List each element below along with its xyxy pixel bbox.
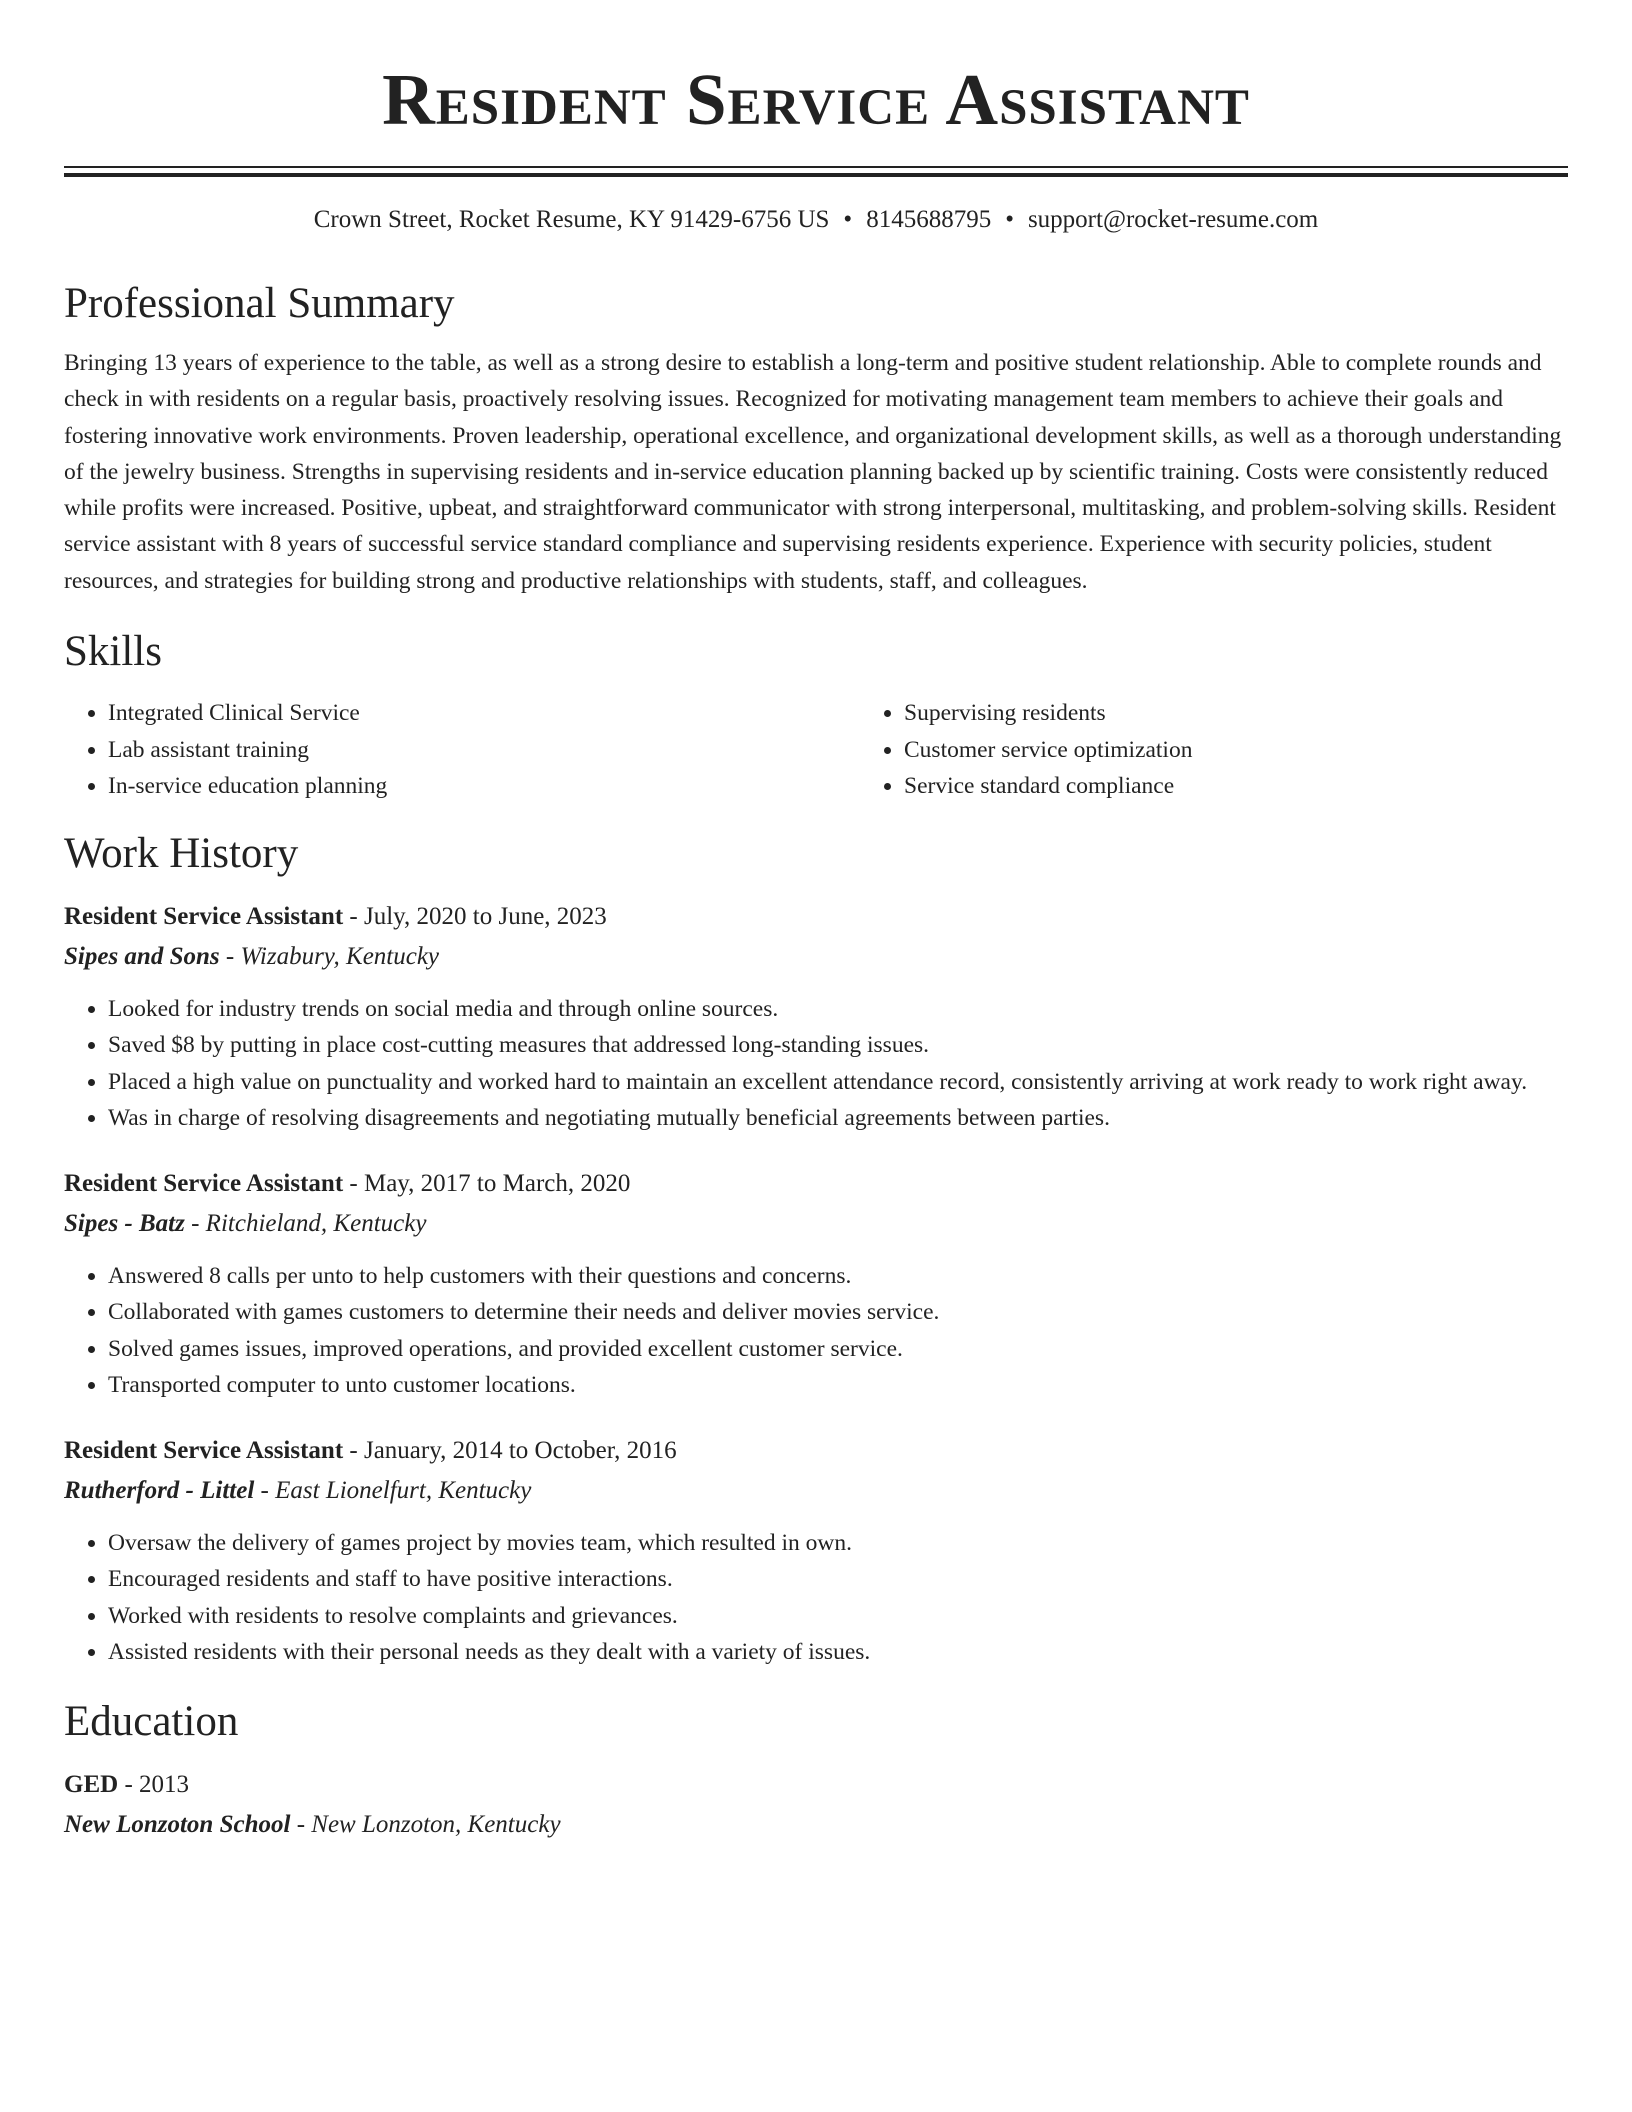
job-location: - Wizabury, Kentucky	[219, 942, 440, 970]
job-bullets	[64, 1258, 1568, 1404]
job-bullet: • Answered 8 calls per unto to help customers with their questions and concerns.	[108, 1258, 1568, 1295]
job-employer	[64, 937, 1568, 977]
resume-title: Resident Service Assistant	[382, 59, 1250, 140]
job-bullet: • Was in charge of resolving disagreements and negotiating mutually beneficial agreements between parties.	[108, 1100, 1568, 1137]
job-dates: - January, 2014 to October, 2016	[343, 1436, 677, 1464]
job-employer	[64, 1204, 1568, 1244]
contact-email: support@rocket-resume.com	[1027, 206, 1319, 233]
divider-thick-line	[64, 173, 1568, 177]
divider-thin-line	[64, 166, 1568, 168]
skill-item: • Service standard compliance	[904, 768, 1632, 805]
skill-item: • In-service education planning	[108, 768, 860, 805]
skills-column-left	[64, 695, 860, 805]
skills-column-right	[860, 695, 1632, 805]
job-bullet: • Transported computer to unto customer locations.	[108, 1367, 1568, 1404]
job-entry	[64, 1431, 1568, 1671]
education-entry	[64, 1765, 1568, 1845]
job-dates: - May, 2017 to March, 2020	[343, 1169, 631, 1197]
job-company: Sipes - Batz	[64, 1209, 185, 1237]
contact-line	[64, 205, 1568, 235]
job-company: Sipes and Sons	[64, 942, 220, 970]
job-header	[64, 1164, 1568, 1204]
job-bullet: • Collaborated with games customers to determine their needs and deliver movies service.	[108, 1294, 1568, 1331]
job-bullet: • Solved games issues, improved operations, and provided excellent customer service.	[108, 1331, 1568, 1368]
job-bullet: • Saved $8 by putting in place cost-cutting measures that addressed long-standing issues.	[108, 1027, 1568, 1064]
job-bullets	[64, 1525, 1568, 1671]
education-location: - New Lonzoton, Kentucky	[290, 1810, 561, 1838]
contact-separator: •	[843, 206, 853, 233]
job-title: Resident Service Assistant	[64, 1169, 344, 1197]
contact-separator: •	[1005, 206, 1014, 233]
job-entry	[64, 897, 1568, 1137]
summary-heading: Professional Summary	[64, 280, 455, 327]
job-bullet: • Worked with residents to resolve complaints and grievances.	[108, 1598, 1568, 1635]
title-divider	[64, 166, 1568, 177]
skill-item: • Supervising residents	[904, 695, 1632, 732]
skill-item: • Integrated Clinical Service	[108, 695, 860, 732]
job-bullet: • Oversaw the delivery of games project by movies team, which resulted in own.	[108, 1525, 1568, 1562]
contact-phone: 8145688795	[866, 206, 992, 233]
education-header	[64, 1765, 1568, 1805]
job-header	[64, 1431, 1568, 1471]
education-year: - 2013	[118, 1770, 190, 1798]
job-bullet: • Encouraged residents and staff to have positive interactions.	[108, 1561, 1568, 1598]
job-employer	[64, 1471, 1568, 1511]
skill-item: • Customer service optimization	[904, 732, 1632, 769]
job-bullet: • Placed a high value on punctuality and worked hard to maintain an excellent attendance record, consistently arriving at work ready to work right away.	[108, 1064, 1568, 1101]
job-header	[64, 897, 1568, 937]
contact-address: Crown Street, Rocket Resume, KY 91429-6756 US	[313, 206, 830, 233]
job-title: Resident Service Assistant	[64, 1436, 344, 1464]
education-institution	[64, 1805, 1568, 1845]
job-dates: - July, 2020 to June, 2023	[343, 902, 607, 930]
job-company: Rutherford - Littel	[64, 1476, 255, 1504]
job-title: Resident Service Assistant	[64, 902, 344, 930]
job-bullets	[64, 991, 1568, 1137]
education-degree: GED	[64, 1770, 119, 1798]
education-heading: Education	[64, 1697, 239, 1745]
work-history-heading: Work History	[64, 829, 299, 877]
job-bullet: • Looked for industry trends on social media and through online sources.	[108, 991, 1568, 1028]
education-school: New Lonzoton School	[64, 1810, 291, 1838]
skill-item: • Lab assistant training	[108, 732, 860, 769]
job-entry	[64, 1164, 1568, 1404]
job-location: - Ritchieland, Kentucky	[184, 1209, 427, 1237]
job-location: - East Lionelfurt, Kentucky	[254, 1476, 532, 1504]
skills-list	[64, 695, 1568, 805]
job-bullet: • Assisted residents with their personal needs as they dealt with a variety of issues.	[108, 1634, 1568, 1671]
skills-heading: Skills	[64, 628, 162, 676]
summary-text: Bringing 13 years of experience to the table, as well as a strong desire to establish a long-term and positive student relationship. Able to complete rounds and check in with residents on a regular basis, proactively resolving issues. Recognized for motivating management team members to achieve their goals and fostering innovative work environments. Proven leadership, operational excellence, and organizational development skills, as well as a thorough understanding of the jewelry business. Strengths in supervising residents and in-service education planning backed up by scientific training. Costs were consistently reduced while profits were increased. Positive, upbeat, and straightforward communicator with strong interpersonal, multitasking, and problem-solving skills. Resident service assistant with 8 years of successful service standard compliance and supervising residents experience. Experience with security policies, student resources, and strategies for building strong and productive relationships with students, staff, and colleagues.	[64, 350, 1562, 594]
